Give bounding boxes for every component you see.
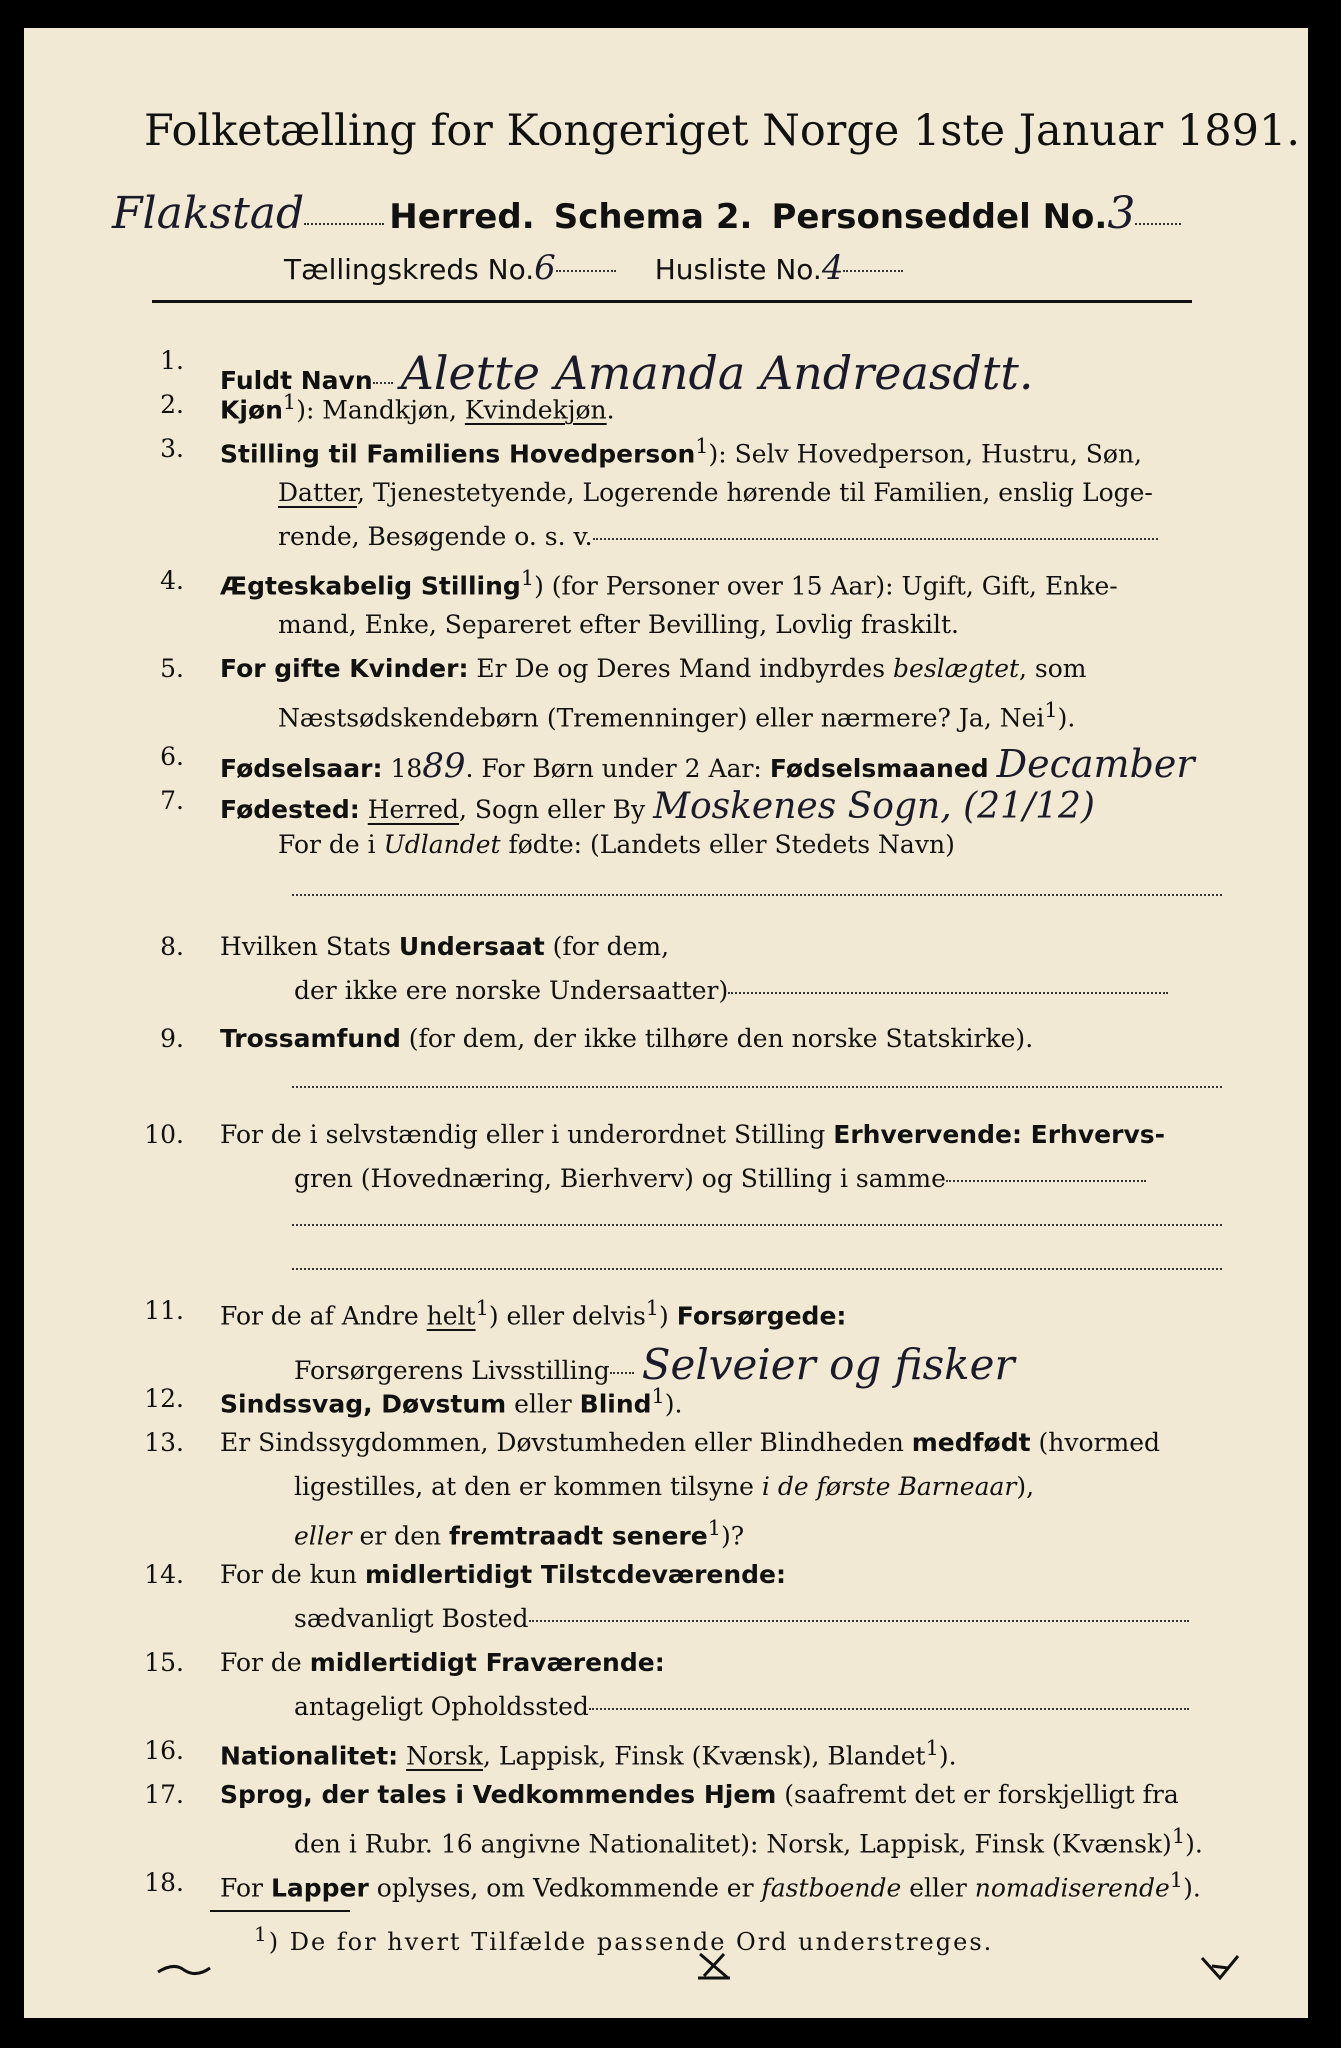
item-16-label: Nationalitet: bbox=[220, 1741, 399, 1771]
item-3-text-a: ): Selv Hovedperson, Hustru, Søn, bbox=[708, 439, 1143, 469]
provider-occupation-value: Selveier og fisker bbox=[641, 1340, 1015, 1389]
personseddel-label: Personseddel No. bbox=[771, 197, 1108, 237]
item-2-sup: 1 bbox=[282, 390, 297, 414]
item-10 bbox=[220, 1120, 1165, 1149]
item-12-text-b: ). bbox=[664, 1389, 683, 1419]
item-11 bbox=[220, 1296, 846, 1330]
item-4 bbox=[220, 566, 1118, 600]
item-10-line2: gren (Hovednæring, Bierhverv) og Stilling i samme bbox=[294, 1164, 946, 1193]
item-3-label: Stilling til Familiens Hovedperson bbox=[220, 439, 696, 469]
item-3-line3: rende, Besøgende o. s. v. bbox=[278, 522, 593, 551]
item-7-number: 7. bbox=[160, 786, 184, 815]
item-15-label: midlertidigt Fraværende: bbox=[309, 1648, 665, 1677]
corner-mark-center-icon bbox=[694, 1948, 734, 1982]
item-13-line3-sup: 1 bbox=[707, 1516, 721, 1540]
item-14-label: midlertidigt Tilstcdeværende: bbox=[364, 1560, 787, 1589]
item-6-text-a: 18 bbox=[382, 754, 423, 783]
item-3-line-3 bbox=[278, 522, 1158, 551]
item-7-line2-it: Udlandet bbox=[383, 830, 501, 859]
item-4-sup: 1 bbox=[520, 566, 535, 590]
birth-month-value: Decamber bbox=[996, 742, 1195, 786]
item-9-blank-line bbox=[292, 1086, 1222, 1088]
item-9-label: Trossamfund bbox=[220, 1024, 401, 1053]
item-11-number: 11. bbox=[144, 1296, 184, 1325]
item-8 bbox=[220, 932, 669, 961]
item-7-label: Fødested: bbox=[220, 795, 360, 824]
item-10-number: 10. bbox=[144, 1120, 184, 1149]
item-13-line2-it: i de første Barneaar bbox=[761, 1472, 1017, 1501]
item-7-text-a bbox=[360, 795, 368, 824]
item-12 bbox=[220, 1384, 683, 1418]
item-5-text-b: , som bbox=[1019, 654, 1087, 683]
item-5-line2: Næstsødskendebørn (Tremenninger) eller nærmere? Ja, Nei bbox=[278, 703, 1045, 733]
item-7-line2-a: For de i bbox=[278, 830, 384, 859]
item-14-line2: sædvanligt Bosted bbox=[294, 1604, 529, 1633]
item-15-line-2 bbox=[294, 1692, 1189, 1721]
item-18-text-a: For bbox=[220, 1873, 271, 1903]
item-13-text-b: (hvormed bbox=[1030, 1428, 1160, 1457]
item-2-text-a: ): Mandkjøn, bbox=[296, 395, 465, 425]
item-11-text-b: ) eller delvis bbox=[488, 1301, 646, 1331]
item-12-text-a: eller bbox=[506, 1389, 580, 1419]
item-5-number: 5. bbox=[160, 654, 184, 683]
item-8-label: Undersaat bbox=[398, 932, 545, 961]
item-13-line3-label: fremtraadt senere bbox=[449, 1521, 708, 1551]
herred-label: Herred. bbox=[389, 197, 535, 237]
item-7-line2-b: fødte: (Landets eller Stedets Navn) bbox=[500, 830, 955, 859]
item-6-text-b: . For Børn under 2 Aar: bbox=[465, 754, 770, 783]
item-17-text-a: (saafremt det er forskjelligt fra bbox=[776, 1780, 1179, 1809]
item-13-line-3 bbox=[294, 1516, 744, 1550]
item-3 bbox=[220, 434, 1142, 468]
item-14-number: 14. bbox=[144, 1560, 184, 1589]
item-17-line2-end: ). bbox=[1185, 1829, 1203, 1859]
item-11-sup: 1 bbox=[475, 1296, 489, 1320]
item-2 bbox=[220, 390, 615, 424]
item-8-text-a: Hvilken Stats bbox=[220, 932, 399, 961]
item-16-sup: 1 bbox=[925, 1736, 939, 1760]
item-18-text-it: fastboende bbox=[761, 1873, 902, 1903]
item-3-line-2 bbox=[278, 478, 1153, 507]
item-15-text-a: For de bbox=[220, 1648, 310, 1677]
item-14 bbox=[220, 1560, 786, 1589]
item-11-label: Forsørgede: bbox=[676, 1301, 847, 1331]
kreds-value: 6 bbox=[534, 248, 556, 288]
husliste-value: 4 bbox=[821, 248, 844, 288]
item-5-line2-end: ). bbox=[1057, 703, 1076, 733]
item-11-sup2: 1 bbox=[645, 1296, 660, 1320]
item-5-text-a: Er De og Deres Mand indbyrdes bbox=[468, 654, 894, 683]
item-10-blank-line-2 bbox=[292, 1268, 1222, 1270]
item-10-label: Erhvervende: Erhvervs- bbox=[833, 1120, 1165, 1149]
herred-line bbox=[112, 188, 1181, 239]
item-3-line2-b: , Tjenestetyende, Logerende hørende til Familien, enslig Loge- bbox=[357, 478, 1153, 507]
item-8-text-b: (for dem, bbox=[544, 932, 670, 961]
item-17-line-2 bbox=[294, 1824, 1203, 1858]
corner-mark-right-icon bbox=[1198, 1952, 1242, 1984]
item-9-number: 9. bbox=[160, 1024, 184, 1053]
item-8-number: 8. bbox=[160, 932, 184, 961]
item-7-line-2 bbox=[278, 830, 955, 859]
item-18-text-c: eller bbox=[901, 1873, 975, 1903]
item-4-number: 4. bbox=[160, 566, 184, 595]
personseddel-value: 3 bbox=[1107, 188, 1136, 239]
census-form bbox=[24, 28, 1308, 2018]
item-4-line-2: mand, Enke, Separeret efter Bevilling, Lovlig fraskilt. bbox=[278, 610, 959, 639]
item-15-number: 15. bbox=[144, 1648, 184, 1677]
corner-mark-left-icon bbox=[154, 1958, 214, 1982]
item-16-text-b: , Lappisk, Finsk (Kvænsk), Blandet bbox=[482, 1741, 926, 1771]
item-17-line2: den i Rubr. 16 angivne Nationalitet): Norsk, Lappisk, Finsk (Kvænsk) bbox=[294, 1829, 1172, 1859]
item-13-line3-a: er den bbox=[351, 1521, 450, 1551]
item-17-number: 17. bbox=[144, 1780, 184, 1809]
item-17-line2-sup: 1 bbox=[1171, 1824, 1186, 1848]
item-8-line-2 bbox=[294, 976, 1168, 1005]
item-13-line3-it: eller bbox=[294, 1521, 352, 1551]
item-2-label: Kjøn bbox=[220, 395, 283, 425]
item-10-line-2 bbox=[294, 1164, 1146, 1193]
item-13-line2-a: ligestilles, at den er kommen tilsyne bbox=[294, 1472, 762, 1501]
item-18-label: Lapper bbox=[270, 1873, 369, 1903]
full-name-value: Alette Amanda Andreasdtt. bbox=[400, 346, 1034, 400]
item-9 bbox=[220, 1024, 1033, 1053]
header-rule bbox=[152, 300, 1192, 303]
item-14-text-a: For de kun bbox=[220, 1560, 365, 1589]
item-12-sup: 1 bbox=[651, 1384, 665, 1408]
item-16-number: 16. bbox=[144, 1736, 184, 1765]
item-3-line2-a: Datter bbox=[278, 478, 358, 507]
item-18-number: 18. bbox=[144, 1868, 184, 1897]
item-17 bbox=[220, 1780, 1179, 1809]
item-13 bbox=[220, 1428, 1160, 1457]
item-5-line-2 bbox=[278, 698, 1075, 732]
husliste-label: Husliste No. bbox=[654, 253, 822, 286]
item-11-line-2 bbox=[294, 1340, 1015, 1389]
item-3-number: 3. bbox=[160, 434, 184, 463]
item-13-line3-b: )? bbox=[720, 1521, 745, 1551]
item-8-line2: der ikke ere norske Undersaatter) bbox=[294, 976, 729, 1005]
item-12-number: 12. bbox=[144, 1384, 184, 1413]
item-1-number: 1. bbox=[160, 346, 184, 375]
item-2-number: 2. bbox=[160, 390, 184, 419]
item-10-text-a: For de i selvstændig eller i underordnet Stilling bbox=[220, 1120, 834, 1149]
item-18-text-it2: nomadiserende bbox=[974, 1873, 1170, 1903]
item-12-label: Sindssvag, Døvstum bbox=[220, 1389, 507, 1419]
kreds-label: Tællingskreds No. bbox=[284, 253, 535, 286]
item-18-sup: 1 bbox=[1169, 1868, 1184, 1892]
item-4-text-a: ) (for Personer over 15 Aar): Ugift, Gift, Enke- bbox=[534, 571, 1118, 601]
item-4-label: Ægteskabelig Stilling bbox=[220, 571, 521, 601]
item-9-text-a: (for dem, der ikke tilhøre den norske Statskirke). bbox=[400, 1024, 1034, 1053]
footnote-sup: 1 bbox=[254, 1922, 269, 1946]
herred-value: Flakstad bbox=[112, 188, 305, 239]
item-16-text-c: ). bbox=[938, 1741, 957, 1771]
item-6-label-b: Fødselsmaaned bbox=[769, 754, 989, 783]
item-5-line2-sup: 1 bbox=[1044, 698, 1058, 722]
item-7-text-b: , Sogn eller By bbox=[459, 795, 646, 824]
item-16 bbox=[220, 1736, 957, 1770]
item-11-text-u: helt bbox=[426, 1301, 476, 1331]
form-title: Folketælling for Kongeriget Norge 1ste Januar 1891. bbox=[144, 106, 1301, 156]
item-18-text-d: ). bbox=[1183, 1873, 1201, 1903]
item-13-number: 13. bbox=[144, 1428, 184, 1457]
item-1-label: Fuldt Navn bbox=[220, 366, 373, 395]
footnote bbox=[254, 1922, 993, 1956]
item-5-label-a: For bbox=[220, 654, 275, 683]
footnote-rule bbox=[210, 1910, 350, 1912]
item-17-label: Sprog, der tales i Vedkommendes Hjem bbox=[220, 1780, 777, 1809]
item-15-line2: antageligt Opholdssted bbox=[294, 1692, 589, 1721]
footnote-text: ) De for hvert Tilfælde passende Ord understreges. bbox=[268, 1928, 994, 1956]
item-13-line-2 bbox=[294, 1472, 1034, 1501]
kreds-line bbox=[284, 248, 903, 288]
item-6 bbox=[220, 742, 1195, 786]
item-10-blank-line-1 bbox=[292, 1224, 1222, 1226]
item-7-blank-line bbox=[292, 894, 1222, 896]
item-11-text-a: For de af Andre bbox=[220, 1301, 427, 1331]
item-7 bbox=[220, 786, 1095, 827]
item-18 bbox=[220, 1868, 1201, 1902]
schema-label: Schema 2. bbox=[553, 197, 753, 237]
item-12-label-b: Blind bbox=[579, 1389, 652, 1419]
item-5 bbox=[220, 654, 1087, 683]
birthplace-value: Moskenes Sogn, (21/12) bbox=[653, 786, 1095, 827]
item-16-text-a bbox=[398, 1741, 406, 1770]
item-14-line-2 bbox=[294, 1604, 1189, 1633]
item-2-text-b: Kvindekjøn bbox=[464, 395, 607, 425]
item-6-number: 6. bbox=[160, 742, 184, 771]
item-7-text-u: Herred bbox=[367, 795, 460, 824]
item-11-line2: Forsørgerens Livsstilling bbox=[294, 1356, 610, 1385]
item-5-text-it: beslægtet bbox=[893, 654, 1020, 683]
item-15 bbox=[220, 1648, 665, 1677]
item-18-text-b: oplyses, om Vedkommende er bbox=[368, 1873, 762, 1903]
birth-year-value: 89 bbox=[422, 746, 466, 786]
item-11-text-c: ) bbox=[659, 1301, 677, 1331]
item-3-sup: 1 bbox=[695, 434, 709, 458]
item-13-line2-b: ), bbox=[1016, 1472, 1035, 1501]
item-6-label: Fødselsaar: bbox=[220, 754, 383, 783]
item-5-label-b: gifte Kvinder: bbox=[274, 654, 469, 683]
item-16-text-u: Norsk bbox=[406, 1741, 483, 1771]
item-2-text-c: . bbox=[606, 395, 615, 425]
item-13-label: medfødt bbox=[911, 1428, 1031, 1457]
item-13-text-a: Er Sindssygdommen, Døvstumheden eller Blindheden bbox=[220, 1428, 912, 1457]
